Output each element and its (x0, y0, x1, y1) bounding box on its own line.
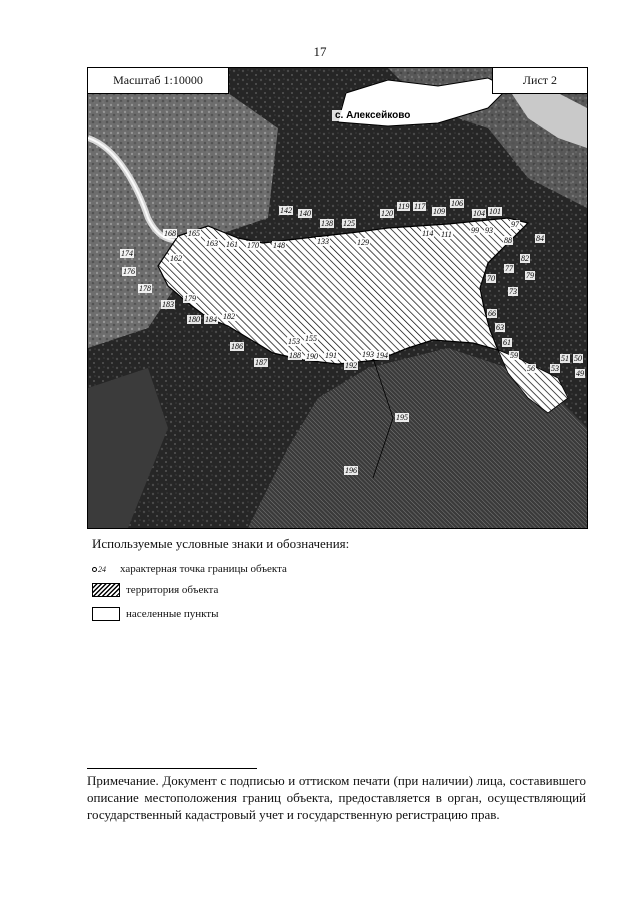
legend-label-territory: территория объекта (126, 584, 219, 596)
settlement-name: с. Алексейково (332, 110, 413, 121)
point-sample-number: 24 (98, 564, 106, 574)
boundary-point-label: 178 (139, 284, 151, 293)
legend-item-settlements (92, 606, 219, 622)
page-number: 17 (313, 44, 327, 59)
boundary-point-label: 194 (376, 351, 388, 360)
boundary-point-label: 179 (184, 294, 196, 303)
boundary-point-label: 84 (536, 234, 544, 243)
legend-item-boundary-point (92, 561, 287, 577)
boundary-point-label: 187 (255, 358, 267, 367)
boundary-point-label: 170 (247, 241, 259, 250)
boundary-point-label: 111 (441, 230, 452, 239)
boundary-point-label: 195 (396, 413, 408, 422)
legend-item-territory (92, 582, 218, 598)
boundary-point-label: 196 (345, 466, 357, 475)
boundary-point-label: 88 (504, 236, 512, 245)
point-marker-icon (92, 567, 97, 572)
boundary-point-label: 50 (574, 354, 582, 363)
boundary-point-label: 73 (509, 287, 517, 296)
footnote-divider (87, 768, 257, 769)
boundary-point-label: 82 (521, 254, 529, 263)
boundary-point-label: 93 (485, 226, 493, 235)
boundary-point-label: 99 (471, 226, 479, 235)
boundary-point-label: 97 (511, 220, 519, 229)
boundary-point-label: 120 (381, 209, 393, 218)
boundary-point-label: 163 (206, 239, 218, 248)
boundary-point-label: 133 (317, 237, 329, 246)
boundary-point-label: 59 (510, 351, 518, 360)
boundary-point-label: 114 (422, 229, 434, 238)
boundary-point-label: 184 (205, 315, 217, 324)
boundary-point-label: 140 (299, 209, 311, 218)
boundary-point-label: 142 (280, 206, 292, 215)
boundary-point-label: 155 (305, 334, 317, 343)
boundary-point-label: 106 (451, 199, 463, 208)
boundary-point-label: 117 (414, 202, 426, 211)
boundary-point-label: 77 (505, 264, 513, 273)
boundary-point-label: 148 (273, 241, 285, 250)
scale-label: Масштаб 1:10000 (88, 68, 229, 94)
boundary-point-label: 162 (170, 254, 182, 263)
boundary-point-label: 182 (223, 312, 235, 321)
footnote-note: Примечание. Документ с подписью и оттиском печати (при наличии) лица, составившего описание местоположения границ объекта, предоставляется в орган, осуществляющий государственный кадастровый учет и государственную регистрацию прав. (87, 773, 586, 822)
legend-label-boundary-point: характерная точка границы объекта (120, 563, 287, 575)
boundary-point-label: 153 (288, 337, 300, 346)
boundary-point-label: 138 (321, 219, 333, 228)
boundary-point-label: 192 (345, 361, 357, 370)
boundary-point-label: 109 (433, 207, 445, 216)
boundary-point-label: 51 (561, 354, 569, 363)
cadastral-map (87, 67, 588, 529)
boundary-point-label: 193 (362, 350, 374, 359)
blank-swatch-icon (92, 607, 120, 621)
boundary-point-label: 119 (398, 202, 410, 211)
boundary-point-label: 61 (503, 338, 511, 347)
boundary-point-label: 125 (343, 219, 355, 228)
boundary-point-label: 174 (121, 249, 133, 258)
boundary-point-label: 176 (123, 267, 135, 276)
boundary-point-label: 101 (489, 207, 501, 216)
hatch-swatch-icon (92, 583, 120, 597)
boundary-point-label: 53 (551, 364, 559, 373)
boundary-point-label: 191 (325, 351, 337, 360)
boundary-point-symbol (92, 565, 120, 574)
sheet-label: Лист 2 (492, 68, 587, 94)
boundary-point-label: 49 (576, 369, 584, 378)
boundary-point-label: 66 (488, 309, 496, 318)
boundary-point-label: 180 (188, 315, 200, 324)
boundary-point-label: 161 (226, 240, 238, 249)
boundary-point-label: 190 (306, 352, 318, 361)
boundary-point-label: 70 (487, 274, 495, 283)
legend-label-settlements: населенные пункты (126, 608, 219, 620)
boundary-point-label: 56 (527, 364, 535, 373)
legend-title: Используемые условные знаки и обозначения: (92, 536, 350, 551)
boundary-point-label: 188 (289, 351, 301, 360)
boundary-point-label: 168 (164, 229, 176, 238)
boundary-point-label: 129 (357, 238, 369, 247)
satellite-imagery (88, 68, 587, 528)
boundary-point-label: 186 (231, 342, 243, 351)
boundary-point-label: 104 (473, 209, 485, 218)
boundary-point-label: 165 (188, 229, 200, 238)
boundary-point-label: 63 (496, 323, 504, 332)
boundary-point-label: 79 (526, 271, 534, 280)
boundary-point-label: 183 (162, 300, 174, 309)
